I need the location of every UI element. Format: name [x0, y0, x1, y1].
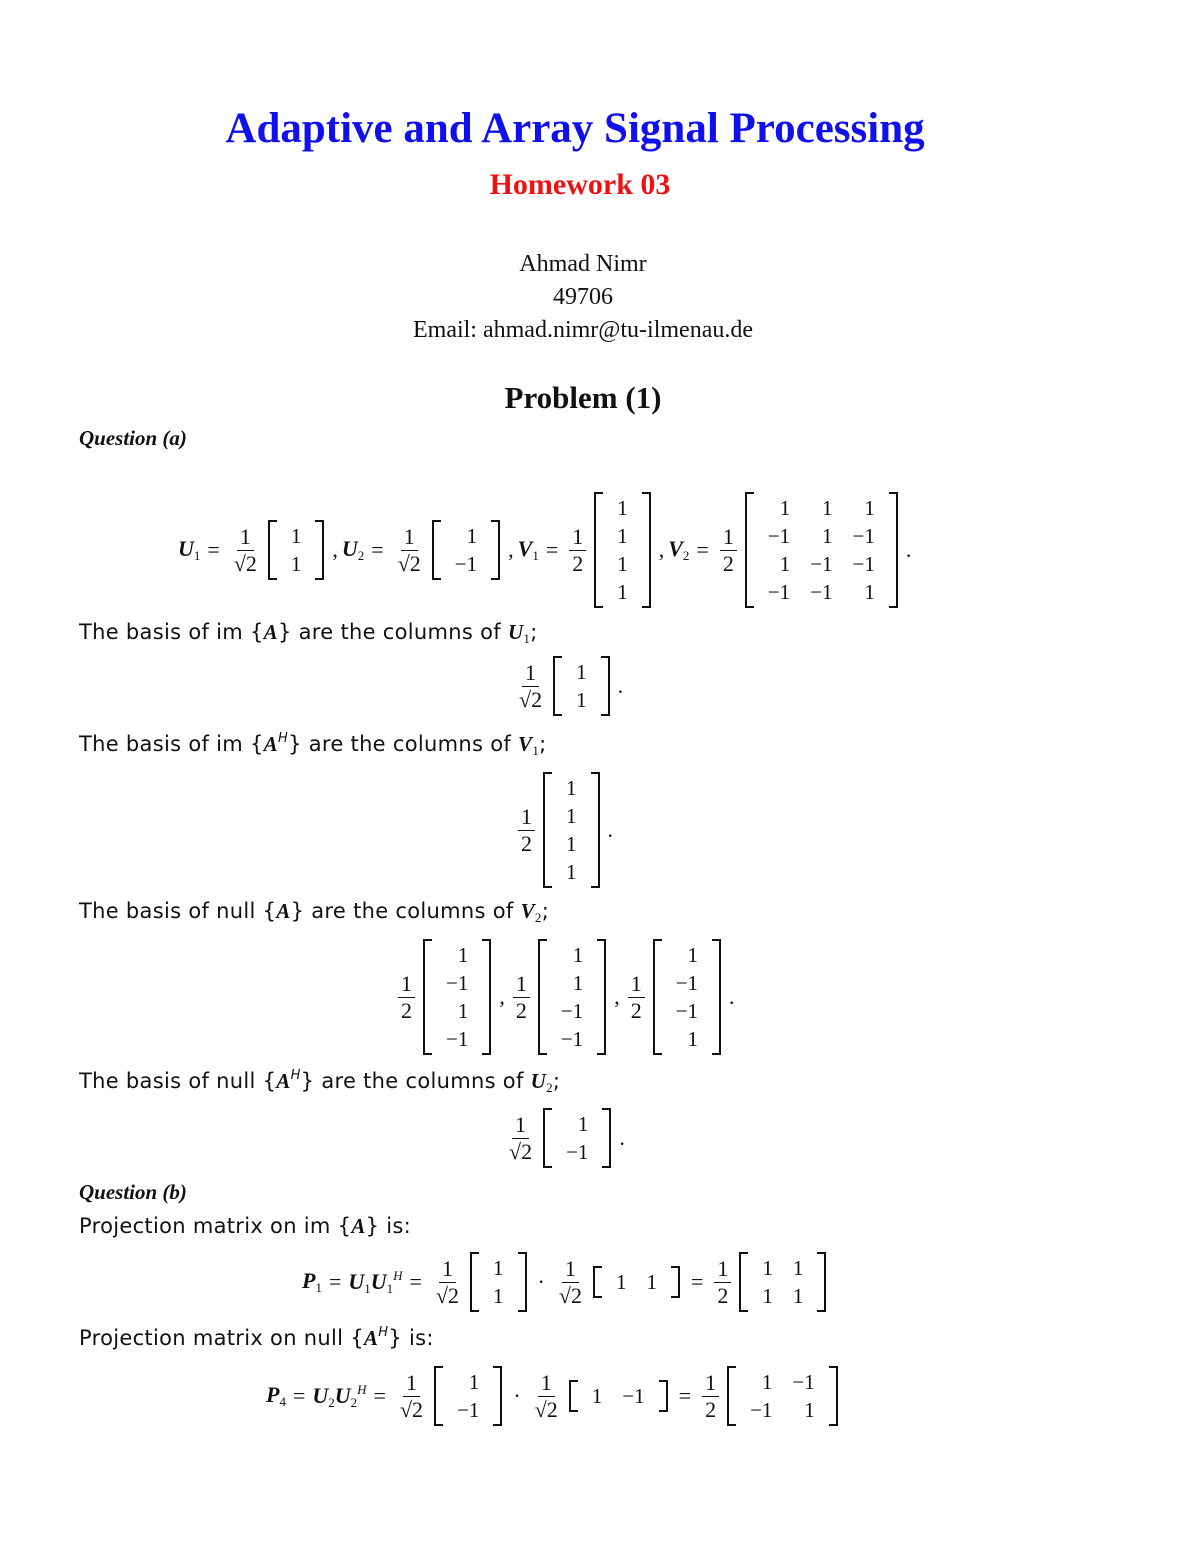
- matrix-cell: −1: [852, 552, 875, 576]
- matrix-cell: 1: [822, 496, 833, 520]
- author-block: [0, 248, 1166, 347]
- basis-null-ah-vector: $\frac{1}{√2}$ 1 −1 .: [502, 1106, 629, 1170]
- v2-matrix: [745, 492, 898, 608]
- matrix-cell: 1: [762, 1284, 773, 1308]
- matrix-cell: 1: [591, 1384, 603, 1408]
- projection-text-p4: Projection matrix on null $\{A^H\}$ is:: [79, 1325, 434, 1350]
- matrix-cell: 1: [577, 1112, 589, 1136]
- matrix-cell: 1: [566, 860, 577, 884]
- v1-coef: $\frac{1}{2}$: [569, 525, 586, 574]
- matrix-cell: 1: [576, 660, 587, 684]
- matrix-cell: −1: [767, 580, 791, 604]
- basis-im-ah-vector: $\frac{1}{2}$ 1 1 1 1 .: [514, 772, 617, 888]
- p4-result-matrix: [727, 1366, 838, 1426]
- matrix-cell: 1: [566, 832, 577, 856]
- projection-text-p1: Projection matrix on im {A} is:: [79, 1214, 412, 1238]
- matrix-cell: −1: [560, 999, 584, 1023]
- u1-coef: $\frac{1}{√2}$: [233, 524, 257, 576]
- matrix-cell: −1: [792, 1370, 815, 1394]
- matrix-cell: 1: [615, 1270, 627, 1294]
- u2-matrix: [432, 520, 500, 580]
- matrix-cell: −1: [454, 552, 478, 576]
- u2-coef: $\frac{1}{√2}$: [397, 524, 421, 576]
- matrix-cell: −1: [675, 999, 699, 1023]
- matrix-cell: −1: [750, 1398, 773, 1422]
- statement-basis-im-ah: The basis of im $\{A^H\}$ are the columns of $V_1$;: [79, 731, 547, 758]
- matrix-cell: 1: [779, 552, 791, 576]
- matrix-cell: 1: [864, 580, 875, 604]
- matrix-cell: 1: [687, 943, 699, 967]
- v2-coef: $\frac{1}{2}$: [720, 525, 737, 574]
- matrix-cell: 1: [804, 1398, 815, 1422]
- matrix-cell: 1: [792, 1256, 804, 1280]
- basis-null-a-vectors: $\frac{1}{2}$ 1 −1 1 −1 , $\frac{1}{2}$ 1 1 −1 −1 , $\frac{1}{2}$ 1 −1 −1 1 .: [394, 939, 739, 1055]
- matrix-cell: 1: [617, 552, 628, 576]
- matrix-cell: 1: [617, 496, 628, 520]
- matrix-cell: 1: [761, 1370, 773, 1394]
- matrix-cell: 1: [687, 1027, 699, 1051]
- matrix-cell: 1: [576, 688, 587, 712]
- definitions-equation: $U_1$ = $\frac{1}{√2}$ 1 1 , $U_2$ = $\frac{1}{√2}$ 1 −1 , $V_1$ = $\frac{1}{2}$ 1 1 1 1 , $V_2$ = $\frac{1}{2}$ 1 1 1 −1 1 −1 1 −1 −1 −1 −1 1 .: [178, 492, 915, 608]
- statement-basis-im-a: The basis of im {A} are the columns of $U_1$;: [79, 620, 538, 646]
- matrix-cell: −1: [622, 1384, 645, 1408]
- question-a-heading: Question (a): [79, 426, 187, 450]
- author-name: Ahmad Nimr: [519, 251, 647, 277]
- matrix-cell: −1: [852, 524, 875, 548]
- matrix-cell: 1: [466, 524, 478, 548]
- matrix-cell: −1: [446, 971, 469, 995]
- matrix-cell: −1: [457, 1398, 480, 1422]
- matrix-cell: 1: [646, 1270, 657, 1294]
- u2-symbol: $U_2$: [341, 536, 365, 563]
- student-id: 49706: [553, 284, 613, 310]
- matrix-cell: 1: [566, 776, 577, 800]
- projection-p4-equation: $P_4$ = $U_2U_2^H$ = $\frac{1}{√2}$ 1 −1 · $\frac{1}{√2}$ 1 −1 = $\frac{1}{2}$ 1 −1 −1 1: [266, 1364, 842, 1428]
- matrix-cell: −1: [767, 524, 791, 548]
- equals-sign: =: [207, 537, 220, 562]
- problem-title: Problem (1): [504, 380, 662, 415]
- matrix-cell: 1: [457, 999, 469, 1023]
- matrix-cell: 1: [290, 524, 302, 548]
- matrix-cell: 1: [572, 943, 584, 967]
- matrix-cell: 1: [493, 1256, 504, 1280]
- matrix-cell: 1: [792, 1284, 804, 1308]
- author-email: Email: ahmad.nimr@tu-ilmenau.de: [412, 317, 753, 343]
- null-a-vector-2: [538, 939, 606, 1055]
- matrix-cell: 1: [617, 524, 628, 548]
- matrix-cell: −1: [446, 1027, 469, 1051]
- u1-symbol: $U_1$: [178, 536, 201, 563]
- matrix-cell: 1: [290, 552, 302, 576]
- statement-basis-null-a: The basis of null {A} are the columns of $V_2$;: [79, 899, 550, 925]
- matrix-cell: 1: [617, 580, 628, 604]
- p1-result-matrix: [739, 1252, 826, 1312]
- matrix-cell: −1: [560, 1027, 584, 1051]
- v1-matrix: [594, 492, 651, 608]
- homework-subtitle: Homework 03: [489, 168, 671, 201]
- basis-im-a-vector: $\frac{1}{√2}$ 1 1 .: [512, 654, 627, 718]
- question-b-heading: Question (b): [79, 1180, 187, 1204]
- matrix-cell: −1: [810, 552, 833, 576]
- matrix-cell: 1: [572, 971, 584, 995]
- document-title: Adaptive and Array Signal Processing: [225, 105, 925, 152]
- statement-basis-null-ah: The basis of null $\{A^H\}$ are the columns of $U_2$;: [79, 1068, 561, 1095]
- matrix-cell: 1: [457, 943, 469, 967]
- matrix-cell: 1: [493, 1284, 504, 1308]
- u1-matrix: [268, 520, 325, 580]
- matrix-cell: −1: [810, 580, 833, 604]
- projection-p1-equation: $P_1$ = $U_1U_1^H$ = $\frac{1}{√2}$ 1 1 · $\frac{1}{√2}$ 1 1 = $\frac{1}{2}$ 1 1 1 1: [302, 1250, 830, 1314]
- null-a-vector-1: [423, 939, 491, 1055]
- v2-symbol: $V_2$: [668, 536, 690, 563]
- matrix-cell: −1: [675, 971, 699, 995]
- matrix-cell: 1: [762, 1256, 773, 1280]
- v1-symbol: $V_1$: [517, 536, 539, 563]
- matrix-cell: 1: [822, 524, 833, 548]
- null-a-vector-3: [653, 939, 721, 1055]
- matrix-cell: 1: [566, 804, 577, 828]
- matrix-cell: 1: [779, 496, 791, 520]
- matrix-cell: −1: [566, 1140, 589, 1164]
- matrix-cell: 1: [468, 1370, 480, 1394]
- matrix-cell: 1: [864, 496, 875, 520]
